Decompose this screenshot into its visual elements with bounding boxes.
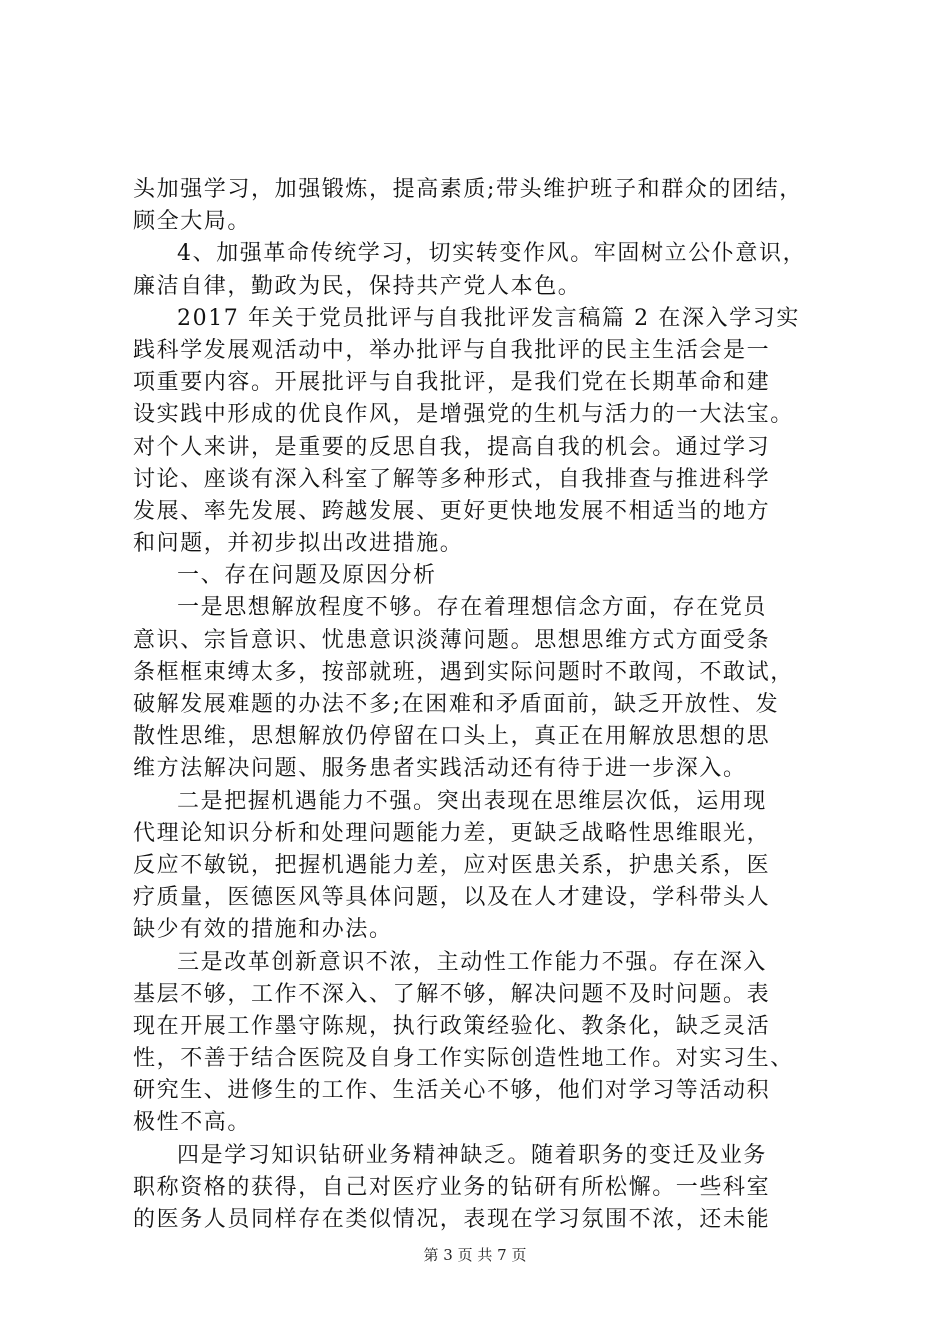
text-line: 维方法解决问题、服务患者实践活动还有待于进一步深入。 [133, 756, 747, 782]
section-heading: 一、存在问题及原因分析 [177, 563, 437, 589]
text-line: 三是改革创新意识不浓，主动性工作能力不强。存在深入 [177, 949, 768, 975]
text-line: 破解发展难题的办法不多;在困难和矛盾面前，缺乏开放性、发 [133, 692, 780, 717]
text-line: 性，不善于结合医院及自身工作实际创造性地工作。对实习生、 [133, 1046, 794, 1072]
text-line: 四是学习知识钻研业务精神缺乏。随着职务的变迁及业务 [177, 1142, 768, 1168]
text-line: 讨论、座谈有深入科室了解等多种形式，自我排查与推进科学 [133, 466, 771, 492]
text-line: 和问题，并初步拟出改进措施。 [133, 531, 464, 557]
text-line: 设实践中形成的优良作风，是增强党的生机与活力的一大法宝。 [133, 402, 794, 428]
text-line: 二是把握机遇能力不强。突出表现在思维层次低，运用现 [177, 788, 768, 814]
text-line: 基层不够，工作不深入、了解不够，解决问题不及时问题。表 [133, 981, 771, 1007]
text-line: 发展、率先发展、跨越发展、更好更快地发展不相适当的地方 [133, 498, 771, 524]
text-line: 顾全大局。 [133, 209, 252, 235]
text-line: 一是思想解放程度不够。存在着理想信念方面，存在党员 [177, 595, 768, 621]
text-line: 条框框束缚太多，按部就班，遇到实际问题时不敢闯，不敢试， [133, 659, 794, 685]
text-line: 头加强学习，加强锻炼，提高素质;带头维护班子和群众的团结， [133, 177, 803, 202]
text-line: 缺少有效的措施和办法。 [133, 917, 393, 943]
text-line: 廉洁自律，勤政为民，保持共产党人本色。 [133, 273, 582, 299]
document-body [133, 174, 850, 1236]
page-number: 第 3 页 共 7 页 [423, 1246, 527, 1264]
text-line: 极性不高。 [133, 1110, 252, 1136]
text-line: 践科学发展观活动中，举办批评与自我批评的民主生活会是一 [133, 337, 771, 363]
text-line: 4、加强革命传统学习，切实转变作风。牢固树立公仆意识， [177, 241, 807, 267]
text-line: 的医务人员同样存在类似情况，表现在学习氛围不浓，还未能 [133, 1207, 771, 1232]
text-line: 项重要内容。开展批评与自我批评，是我们党在长期革命和建 [133, 370, 771, 396]
text-line: 对个人来讲，是重要的反思自我，提高自我的机会。通过学习 [133, 434, 771, 460]
text-line: 散性思维，思想解放仍停留在口头上，真正在用解放思想的思 [133, 724, 771, 750]
page-footer [0, 1244, 950, 1265]
text-line: 研究生、进修生的工作、生活关心不够，他们对学习等活动积 [133, 1078, 771, 1104]
text-line: 意识、宗旨意识、忧患意识淡薄问题。思想思维方式方面受条 [133, 627, 771, 653]
text-line: 反应不敏锐，把握机遇能力差，应对医患关系，护患关系，医 [133, 852, 771, 878]
text-line: 代理论知识分析和处理问题能力差，更缺乏战略性思维眼光， [133, 820, 771, 846]
text-line: 职称资格的获得，自己对医疗业务的钻研有所松懈。一些科室 [133, 1174, 771, 1200]
text-line: 2017 年关于党员批评与自我批评发言稿篇 2 在深入学习实 [177, 305, 800, 331]
text-line: 疗质量，医德医风等具体问题，以及在人才建设，学科带头人 [133, 885, 771, 911]
text-line: 现在开展工作墨守陈规，执行政策经验化、教条化，缺乏灵活 [133, 1013, 771, 1039]
